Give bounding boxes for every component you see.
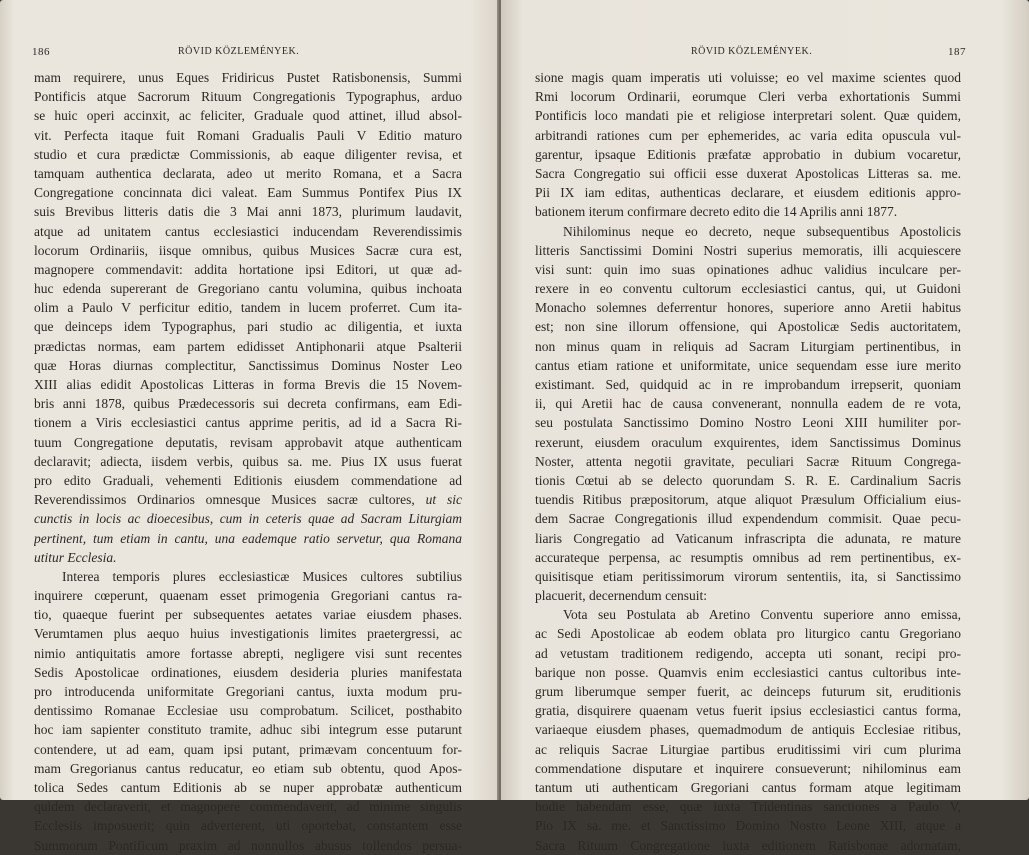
text-line: tolica Sedes cantum Editionis ab se nuper approbatæ authenticum	[34, 779, 462, 795]
text-line: bris anni 1878, quibus Prædecessoris sui decreta confirmans, eam Edi-	[34, 396, 462, 412]
text-line: Rmi locorum Ordinarii, eorumque Cleri verba exhortationis Summi	[535, 89, 961, 105]
text-line: placuerit, decernendum censuit:	[535, 588, 708, 604]
text-line: accurateque perpensa, ac resumptis omnibus ad rem pertinentibus, ex-	[535, 549, 961, 565]
text-line: Sacra Congregatio sui officii esse duxerat Apostolicas Litteras sa. me.	[535, 165, 961, 181]
text-line: se huic operi accinxit, ac feliciter, Graduale quod attinet, illud absol-	[34, 108, 462, 124]
text-line: Pio IX sa. me. et Sanctissimo Domino Nostro Leone XIII, atque a	[535, 818, 961, 834]
left-page-number: 186	[32, 46, 50, 58]
text-line: tio, quaeque fuerint per subsequentes aetates variae eiusdem phases.	[34, 607, 462, 623]
text-line: est; non sine illorum offensione, qui Apostolicæ Sedis auctoritatem,	[535, 319, 961, 335]
text-line: que deinceps idem Typographus, pari studio ac diligentia, et iuxta	[34, 319, 462, 335]
text-line: liaris Congregatio ad Vaticanum infrascripta die adunata, re mature	[535, 530, 961, 546]
text-line: pro introducenda uniformitate Gregoriani cantus, iuxta modum pru-	[34, 684, 462, 699]
text-line: Vota seu Postulata ab Aretino Conventu superiore anno emissa,	[563, 607, 961, 623]
text-line: barique non posse. Quamvis enim ecclesiastici cantus cultoribus inte-	[535, 664, 961, 680]
text-line: Verumtamen plus aequo huius investigationis limites praetergressi, ac	[34, 626, 462, 642]
text-line: hoc iam sapienter constituto tramite, adhuc sibi integrum esse putarunt	[34, 722, 462, 738]
text-line	[34, 490, 462, 509]
text-line: Noster, attenta negotii gravitate, peculiari Sacræ Rituum Congrega-	[535, 453, 961, 469]
text-line: cantus etiam ratione et uniformitate, unice sequendam esse iure merito	[535, 357, 961, 373]
text-line: Congregatione concinnata dici valeat. Eam Summus Pontifex Pius IX	[34, 185, 462, 201]
text-line: ac reliquis Sacrae Liturgiae partibus eruditissimi viri cum plurima	[535, 741, 961, 757]
text-line: magnopere commendavit: addita hortatione ipsi Editori, ut quæ ad-	[34, 261, 462, 277]
left-running-head: RÖVID KÖZLEMÉNYEK.	[178, 46, 300, 57]
text-line: cunctis in locis ac dioecesibus, cum in ceteris quae ad Sacram Liturgiam	[34, 511, 462, 527]
text-line: existimant. Sed, quidquid ac in re improbandum irrepserit, quoniam	[535, 377, 961, 392]
text-line: Nihilominus neque eo decreto, neque subsequentibus Apostolicis	[563, 223, 961, 239]
text-line: vit. Perfecta itaque fuit Romani Gradualis Pauli V Editio maturo	[34, 127, 462, 143]
text-line: Summorum Pontificum praxim ad nonnullos abusus tollendos persua-	[34, 837, 462, 853]
text-line: ac Sedi Apostolicae ab eodem oblata pro liturgico cantu Gregoriano	[535, 626, 961, 642]
text-line: atque ad unitatem cantus ecclesiastici inducendam Reverendissimis	[34, 223, 462, 239]
text-line: pro edito Graduali, vehementi Editionis eiusdem commendatione ad	[34, 472, 462, 488]
text-line: olim a Paulo V perficitur editio, tandem in lucem proferret. Cum ita-	[34, 300, 462, 316]
text-line: declaravit; adiecta, iisdem verbis, quibus sa. me. Pius IX usus fuerat	[34, 453, 462, 469]
text-line: arbitrandi rationes cum per ephemerides, ac varia edita opuscula vul-	[535, 127, 961, 143]
text-line: ii, qui Aretii hac de causa convenerant, nonnulla eadem de re vota,	[535, 396, 961, 412]
text-line: ad vetustam traditionem redigendo, accepta uti sonant, recipi pro-	[535, 645, 961, 661]
text-line: Sacra Rituum Congregatione iuxta editionem Ratisbonae adornatam,	[535, 837, 961, 853]
text-line: inquirere cœperunt, quaenam esset primogenia Gregoriani cantus ra-	[34, 588, 462, 604]
text-line: garentur, ipsaque Editionis præfatæ approbatio in dubium vocaretur,	[535, 146, 961, 162]
text-line: Ecclesiis imposuerit; quin adverterent, uti oportebat, constantem esse	[34, 818, 462, 834]
text-line: utitur Ecclesia.	[34, 549, 117, 565]
text-line: quidem declaraverit, et magnopere commendaverit, ad minime singulis	[34, 799, 462, 815]
text-line: Pii IX iam editas, authenticas declarare, et eiusdem editionis appro-	[535, 185, 961, 201]
text-line: bationem iterum confirmare decreto edito die 14 Aprilis anni 1877.	[535, 204, 898, 220]
text-line: nimio antiquitatis amore fortasse abrepti, negligere visi sunt recentes	[34, 645, 462, 661]
left-page-text	[34, 68, 462, 855]
text-line: locorum Ordinariis, iisque omnibus, quibus Musices Sacræ cura est,	[34, 242, 462, 258]
text-line: Pontificis atque Sacrorum Rituum Congregationis Typographus, arduo	[34, 89, 462, 105]
text-line: prædictas normas, eam partem edidisset Antiphonarii atque Psalterii	[34, 338, 462, 354]
text-line: variaeque eiusdem phases, quemadmodum de antiquis Ecclesiae ritibus,	[535, 722, 961, 738]
text-line: huc edenda supererant de Gregoriano cantu volumina, quibus inchoata	[34, 281, 462, 297]
text-line: quæ Horas diurnas complectitur, Sanctissimus Dominus Noster Leo	[34, 357, 462, 373]
text-line: suis Brevibus litteris datis die 3 Mai anni 1873, plurimum laudavit,	[34, 204, 462, 220]
text-line: tuendis Ritibus præpositorum, atque aliquot Præsulum Officialium eius-	[535, 492, 961, 508]
text-line: tantum uti authenticam Gregoriani cantus formam atque legitimam	[535, 779, 961, 795]
text-line: sione magis quam imperatis uti voluisse; eo vel maxime scientes quod	[535, 70, 961, 85]
text-line: dem Sacrae Congregationis illud expendendum commisit. Quae pecu-	[535, 511, 961, 527]
text-line: mam Gregorianus cantus reducatur, eo etiam sub obtentu, quod Apos-	[34, 760, 462, 776]
text-line: seu postulata Sanctissimo Domino Nostro Leoni XIII humiliter por-	[535, 415, 961, 431]
text-line: pertinent, tum etiam in cantu, una eademque ratio servetur, qua Romana	[34, 530, 462, 546]
text-line: tamquam authentica declarata, adeo ut merito Romana, et a Sacra	[34, 165, 462, 181]
text-line: studio et cura prædictæ Commissionis, ab eaque diligenter revisa, et	[34, 146, 462, 162]
text-line: rexerunt, eiusdem oraculum exquirentes, idem Sanctissimus Dominus	[535, 434, 961, 450]
text-line: Interea temporis plures ecclesiasticæ Musices cultores subtilius	[62, 568, 462, 584]
text-line: visi sunt: quin imo suas opinationes adhuc validius inculcare per-	[535, 261, 961, 277]
right-running-head: RÖVID KÖZLEMÉNYEK.	[691, 46, 813, 57]
text-line: tuum Congregatione deputatis, revisam approbavit atque authenticam	[34, 434, 462, 450]
text-line: litteris Sanctissimi Domini Nostri superius memoratis, illi acquiescere	[535, 242, 961, 258]
text-line: Sedis Apostolicae ordinationes, eiusdem desideria pluries manifestata	[34, 664, 462, 680]
text-line: contendere, ut ad eam, quam ipsi putant, primævam concentuum for-	[34, 741, 462, 757]
text-line: tionis Cœtui ab se delecto quorundam S. R. E. Cardinalium Sacris	[535, 472, 961, 488]
right-page	[501, 0, 1029, 853]
text-line: XIII alias edidit Apostolicas Litteras in forma Brevis die 15 Novem-	[34, 377, 462, 392]
text-segment: Reverendissimos Ordinarios omnesque Musices sacræ cultores,	[34, 492, 415, 508]
italic-segment: ut sic	[414, 492, 462, 508]
text-line: commendatione disputare et inquirere consueverunt; nihilominus eam	[535, 760, 961, 776]
text-line: mam requirere, unus Eques Fridiricus Pustet Ratisbonensis, Summi	[34, 70, 462, 85]
left-page	[0, 0, 499, 853]
text-line: Monacho solemnes deferrentur honores, superiore anno Aretii habitus	[535, 300, 961, 316]
text-line: tionem a Viris ecclesiastici cantus apprime peritis, ad id a Sacra Ri-	[34, 415, 462, 431]
text-line: hodie habendam esse, quæ iuxta Tridentinas sanctiones a Paulo V,	[535, 799, 961, 815]
text-line: rexere in eo conventu cultorum ecclesiastici cantus, qui, ut Guidoni	[535, 281, 961, 297]
text-line: non minus quam in reliquis ad Sacram Liturgiam pertinentibus, in	[535, 338, 961, 354]
text-line: gratia, disquirere quaenam vetus fuerit ipsius ecclesiastici cantus forma,	[535, 703, 961, 719]
text-line: Pontificis loco mandati pie et religiose interpretari solent. Quæ quidem,	[535, 108, 961, 124]
right-page-number: 187	[948, 46, 966, 58]
text-line: quisitisque etiam peritissimorum virorum sententiis, ita, si Sanctissimo	[535, 568, 961, 584]
text-line: grum liberumque semper fuerit, ac deinceps futurum sit, eruditionis	[535, 684, 961, 699]
text-line: dentissimo Romanae Ecclesiae usu comprobatum. Scilicet, posthabito	[34, 703, 462, 719]
right-page-text	[535, 68, 961, 855]
